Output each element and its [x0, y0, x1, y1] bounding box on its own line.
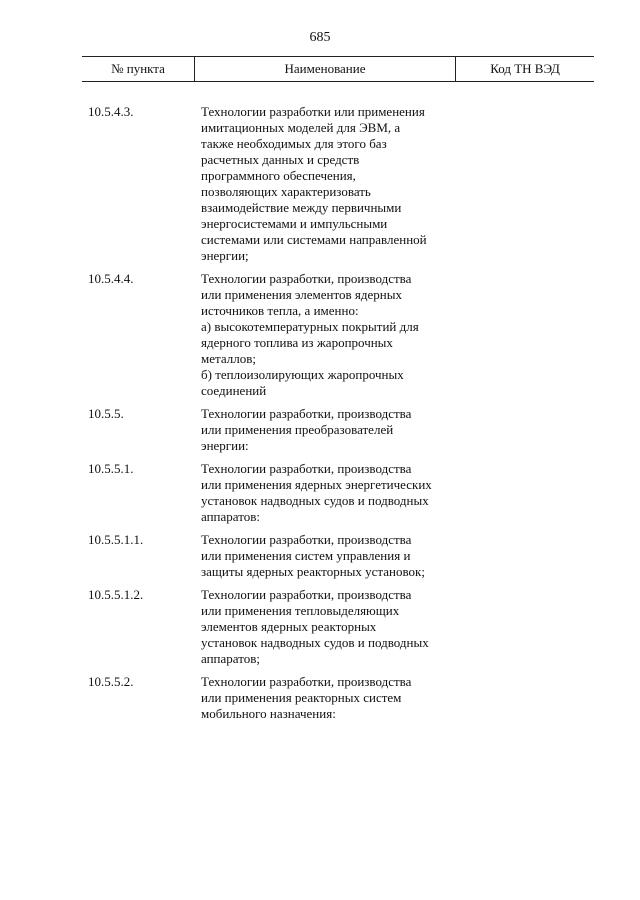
table-row — [88, 406, 588, 454]
description-line: б) теплоизолирующих жаропрочных — [201, 367, 404, 382]
table-body — [88, 104, 588, 729]
description-line: взаимодействие между первичными — [201, 200, 402, 215]
description-line: аппаратов: — [201, 509, 260, 524]
description-line: имитационных моделей для ЭВМ, а — [201, 120, 401, 135]
description-line: установок надводных судов и подводных — [201, 635, 429, 650]
item-description — [201, 461, 456, 525]
table-header — [82, 56, 594, 82]
description-line: или применения систем управления и — [201, 548, 411, 563]
item-description — [201, 587, 456, 667]
item-number: 10.5.5.1. — [88, 461, 134, 476]
description-line: также необходимых для этого баз — [201, 136, 387, 151]
item-number: 10.5.5.1.2. — [88, 587, 144, 602]
description-line: системами или системами направленной — [201, 232, 427, 247]
description-line: расчетных данных и средств — [201, 152, 360, 167]
description-line: защиты ядерных реакторных установок; — [201, 564, 425, 579]
description-line: ядерного топлива из жаропрочных — [201, 335, 393, 350]
item-description — [201, 104, 456, 264]
item-number: 10.5.5. — [88, 406, 124, 421]
item-description — [201, 271, 456, 399]
header-code: Код ТН ВЭД — [490, 61, 560, 76]
description-line: Технологии разработки, производства — [201, 532, 412, 547]
description-line: позволяющих характеризовать — [201, 184, 371, 199]
description-line: энергии; — [201, 248, 249, 263]
table-row — [88, 587, 588, 667]
description-line: энергии: — [201, 438, 249, 453]
description-line: Технологии разработки или применения — [201, 104, 425, 119]
description-line: соединений — [201, 383, 267, 398]
description-line: аппаратов; — [201, 651, 260, 666]
description-line: или применения тепловыделяющих — [201, 603, 400, 618]
item-number: 10.5.4.3. — [88, 104, 134, 119]
description-line: или применения ядерных энергетических — [201, 477, 432, 492]
description-line: или применения реакторных систем — [201, 690, 402, 705]
description-line: Технологии разработки, производства — [201, 406, 412, 421]
header-name: Наименование — [195, 57, 456, 81]
table-row — [88, 271, 588, 399]
description-line: источников тепла, а именно: — [201, 303, 359, 318]
description-line: а) высокотемпературных покрытий для — [201, 319, 419, 334]
item-number: 10.5.4.4. — [88, 271, 134, 286]
item-number: 10.5.5.2. — [88, 674, 134, 689]
page-number: 685 — [309, 30, 331, 45]
description-line: металлов; — [201, 351, 256, 366]
description-line: программного обеспечения, — [201, 168, 356, 183]
description-line: мобильного назначения: — [201, 706, 336, 721]
table-row — [88, 461, 588, 525]
item-description — [201, 532, 456, 580]
header-item-number: № пункта — [82, 57, 195, 81]
description-line: или применения преобразователей — [201, 422, 394, 437]
description-line: Технологии разработки, производства — [201, 271, 412, 286]
description-line: установок надводных судов и подводных — [201, 493, 429, 508]
description-line: или применения элементов ядерных — [201, 287, 402, 302]
description-line: энергосистемами и импульсными — [201, 216, 388, 231]
table-row — [88, 104, 588, 264]
description-line: Технологии разработки, производства — [201, 674, 412, 689]
description-line: Технологии разработки, производства — [201, 461, 412, 476]
description-line: элементов ядерных реакторных — [201, 619, 377, 634]
item-description — [201, 406, 456, 454]
table-row — [88, 532, 588, 580]
item-number: 10.5.5.1.1. — [88, 532, 144, 547]
description-line: Технологии разработки, производства — [201, 587, 412, 602]
item-description — [201, 674, 456, 722]
table-row — [88, 674, 588, 722]
